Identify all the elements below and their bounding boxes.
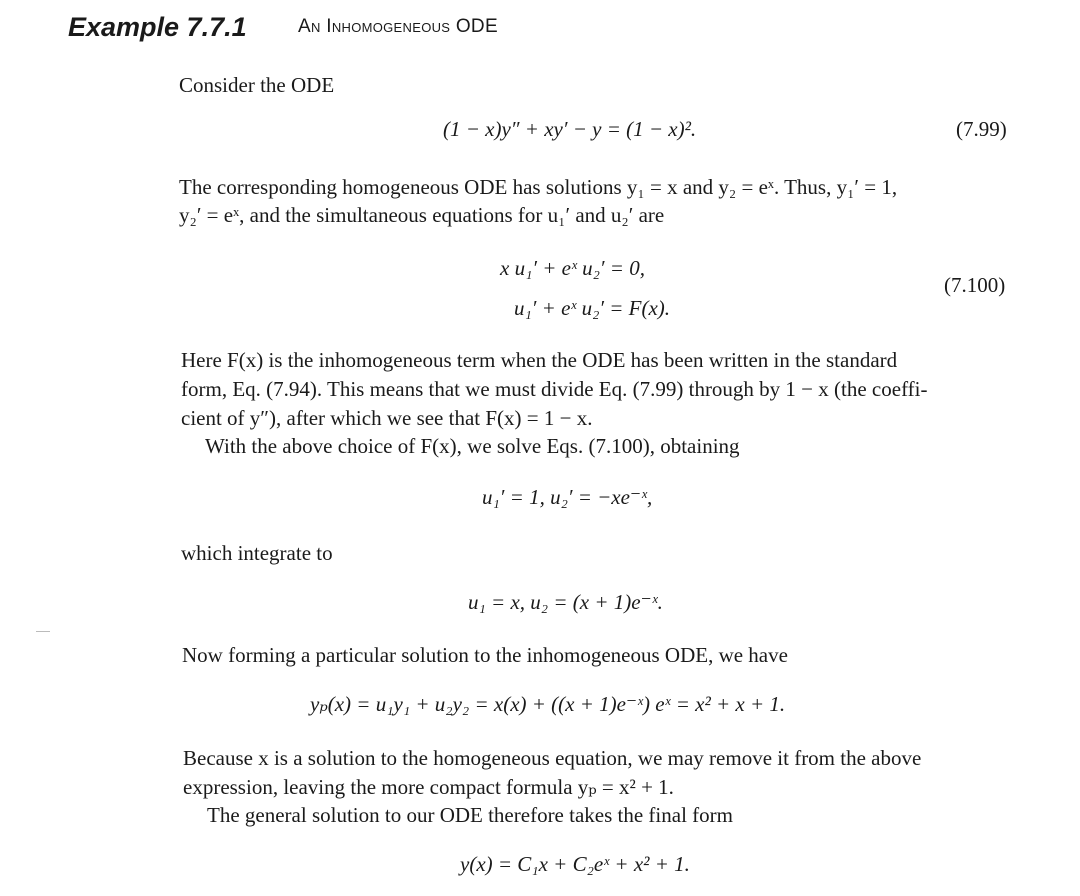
para-because-line-2: expression, leaving the more compact formula yₚ = x² + 1.: [183, 775, 674, 799]
para-integrate: which integrate to: [181, 541, 333, 565]
equation-general-solution: y(x) = C₁x + C₂eˣ + x² + 1.: [460, 852, 690, 876]
example-title: [298, 16, 498, 38]
example-title-text: An Inhomogeneous ODE: [298, 16, 498, 37]
margin-mark: [36, 631, 50, 632]
equation-u: u₁ = x, u₂ = (x + 1)e⁻ˣ.: [468, 590, 663, 614]
equation-u-prime: u₁′ = 1, u₂′ = −xe⁻ˣ,: [482, 485, 653, 509]
para-homogeneous-line-2: y₂′ = eˣ, and the simultaneous equations for u₁′ and u₂′ are: [179, 203, 665, 227]
equation-particular-solution: yₚ(x) = u₁y₁ + u₂y₂ = x(x) + ((x + 1)e⁻ˣ) eˣ = x² + x + 1.: [310, 692, 786, 716]
example-label: Example 7.7.1: [68, 12, 247, 42]
para-here-line-4: With the above choice of F(x), we solve Eqs. (7.100), obtaining: [205, 434, 740, 458]
equation-7-100-line-2: u₁′ + eˣ u₂′ = F(x).: [514, 296, 671, 320]
para-homogeneous-line-1: The corresponding homogeneous ODE has solutions y₁ = x and y₂ = eˣ. Thus, y₁′ = 1,: [179, 175, 898, 199]
para-because-line-3: The general solution to our ODE therefore takes the final form: [207, 803, 733, 827]
equation-number-7-99: (7.99): [956, 117, 1007, 141]
equation-number-7-100: (7.100): [944, 273, 1006, 297]
para-here-line-2: form, Eq. (7.94). This means that we must divide Eq. (7.99) through by 1 − x (the coeffi-: [181, 377, 928, 401]
equation-7-99: (1 − x)y″ + xy′ − y = (1 − x)².: [443, 117, 697, 141]
para-particular: Now forming a particular solution to the inhomogeneous ODE, we have: [182, 643, 788, 667]
para-consider: Consider the ODE: [179, 73, 335, 97]
para-here-line-1: Here F(x) is the inhomogeneous term when the ODE has been written in the standard: [181, 348, 898, 372]
equation-7-100-line-1: x u₁′ + eˣ u₂′ = 0,: [500, 256, 645, 280]
para-because-line-1: Because x is a solution to the homogeneous equation, we may remove it from the above: [183, 746, 922, 770]
para-here-line-3: cient of y″), after which we see that F(x) = 1 − x.: [181, 406, 593, 430]
